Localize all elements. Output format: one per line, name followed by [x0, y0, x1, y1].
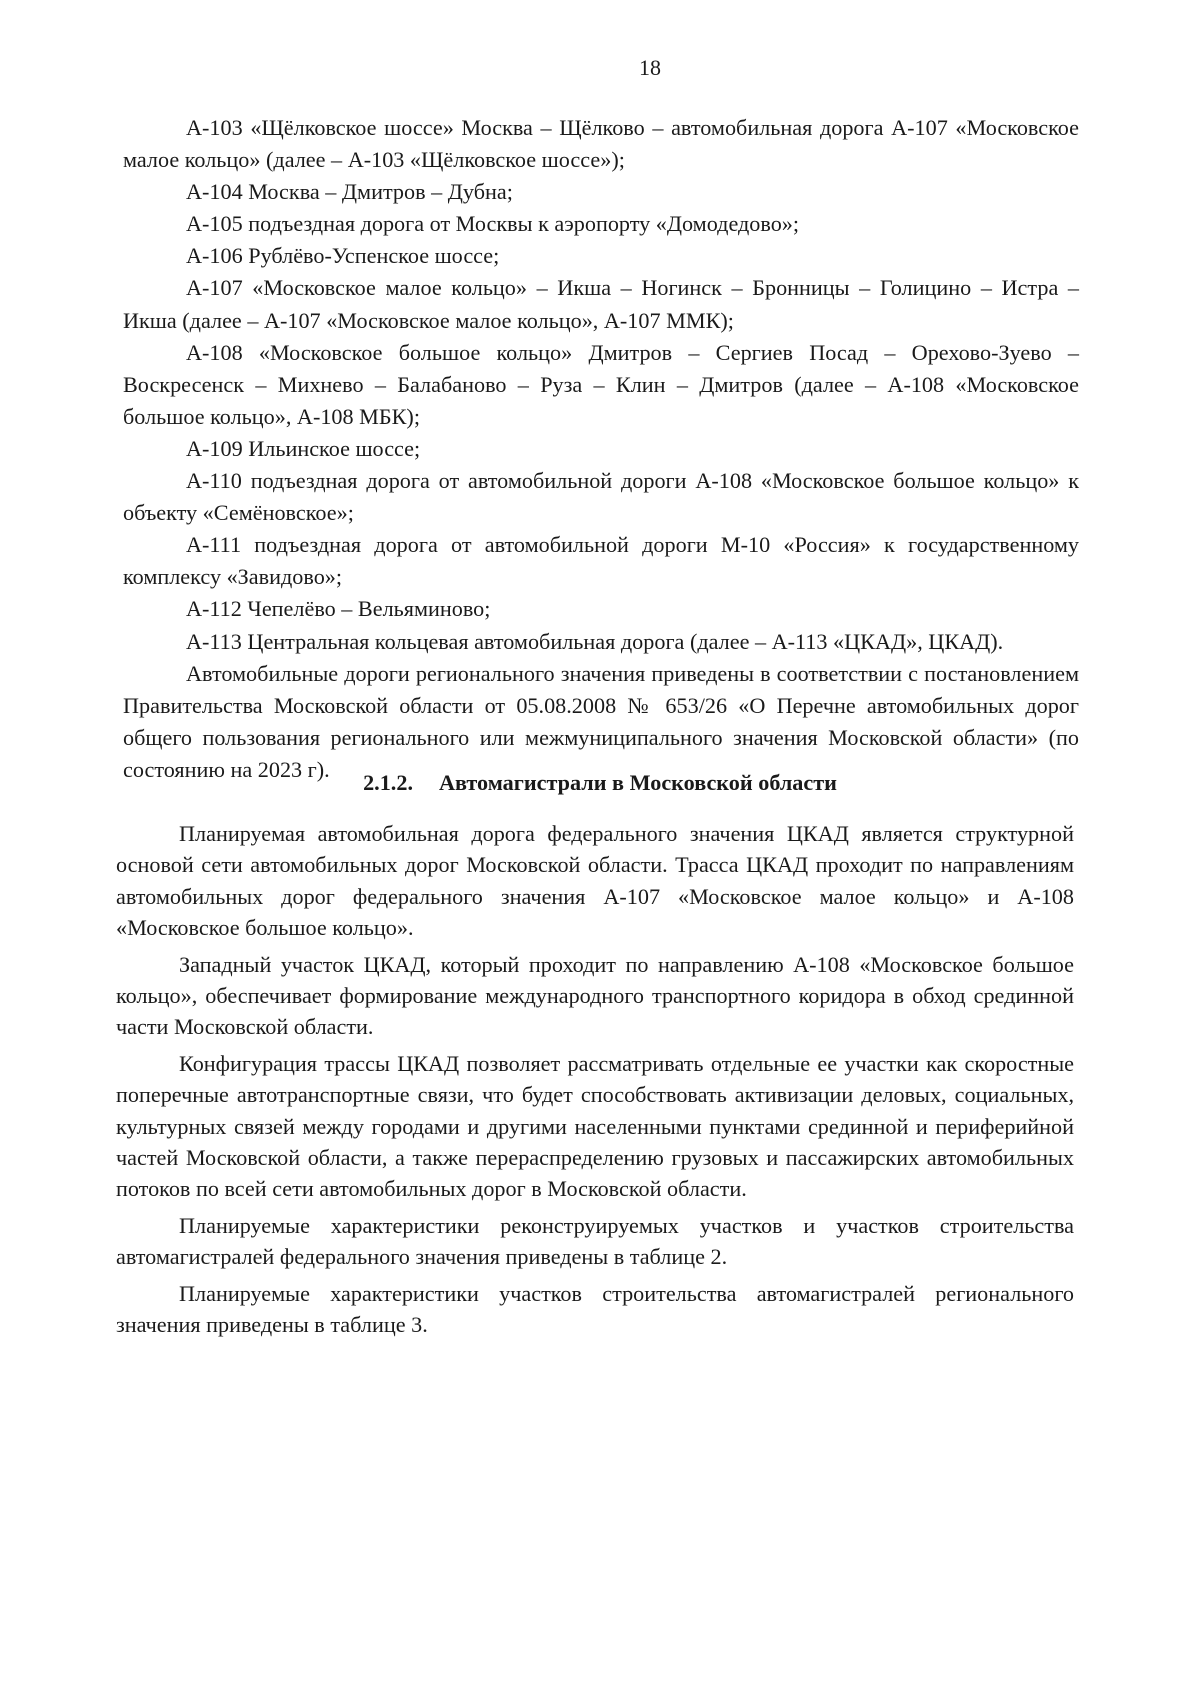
list-item: А-105 подъездная дорога от Москвы к аэропорту «Домодедово»; [186, 211, 800, 237]
body-paragraph: Планируемые характеристики участков строительства автомагистралей регионального значения приведены в таблице 3. [116, 1280, 1074, 1338]
list-item: А-107 «Московское малое кольцо» – Икша – Ногинск – Бронницы – Голицино – Истра – Икша (далее – А-107 «Московское малое кольцо», А-107 ММК); [123, 275, 1079, 333]
body-paragraph: Планируемая автомобильная дорога федерального значения ЦКАД является структурной основой сети автомобильных дорог Московской области. Трасса ЦКАД проходит по направлениям автомобильных дорог федерального значения А-107 «Московское малое кольцо» и А-108 «Московское большое кольцо». [116, 821, 1074, 941]
list-item: А-113 Центральная кольцевая автомобильная дорога (далее – А-113 «ЦКАД», ЦКАД). [186, 628, 1004, 654]
list-item: А-110 подъездная дорога от автомобильной дороги А-108 «Московское большое кольцо» к объекту «Семёновское»; [123, 468, 1079, 526]
section-number: 2.1.2. [363, 770, 413, 795]
list-item: А-108 «Московское большое кольцо» Дмитров – Сергиев Посад – Орехово-Зуево – Воскресенск – Михнево – Балабаново – Руза – Клин – Дмитров (далее – А-108 «Московское большое кольцо», А-108 МБК); [123, 339, 1079, 429]
regional-note: Автомобильные дороги регионального значения приведены в соответствии с постановлением Правительства Московской области от 05.08.2008 № 653/26 «О Перечне автомобильных дорог общего пользования регионального или межмуниципального значения Московской области» (по состоянию на 2023 г). [123, 660, 1079, 782]
body-paragraph: Планируемые характеристики реконструируемых участков и участков строительства автомагистралей федерального значения приведены в таблице 2. [116, 1212, 1074, 1270]
body-paragraph: Западный участок ЦКАД, который проходит по направлению А-108 «Московское большое кольцо», обеспечивает формирование международного транспортного коридора в обход срединной части Московской области. [116, 951, 1074, 1040]
road-list [123, 112, 1079, 786]
page-number: 18 [639, 55, 661, 80]
body-paragraph: Конфигурация трассы ЦКАД позволяет рассматривать отдельные ее участки как скоростные поперечные автотранспортные связи, что будет способствовать активизации деловых, социальных, культурных связей между городами и другими населенными пунктами срединной и периферийной частей Московской области, а также перераспределению грузовых и пассажирских автомобильных потоков по всей сети автомобильных дорог в Московской области. [116, 1050, 1074, 1202]
section-heading [0, 767, 1200, 799]
list-item: А-112 Чепелёво – Вельяминово; [186, 596, 491, 622]
section-title: Автомагистрали в Московской области [438, 770, 837, 795]
list-item: А-109 Ильинское шоссе; [186, 435, 421, 461]
section-body [116, 818, 1074, 1341]
list-item: А-106 Рублёво-Успенское шоссе; [186, 243, 500, 269]
list-item: А-111 подъездная дорога от автомобильной дороги М-10 «Россия» к государственному комплексу «Завидово»; [123, 532, 1079, 590]
list-item: А-104 Москва – Дмитров – Дубна; [186, 179, 513, 205]
list-item: А-103 «Щёлковское шоссе» Москва – Щёлково – автомобильная дорога А-107 «Московское малое кольцо» (далее – А-103 «Щёлковское шоссе»); [123, 115, 1079, 173]
